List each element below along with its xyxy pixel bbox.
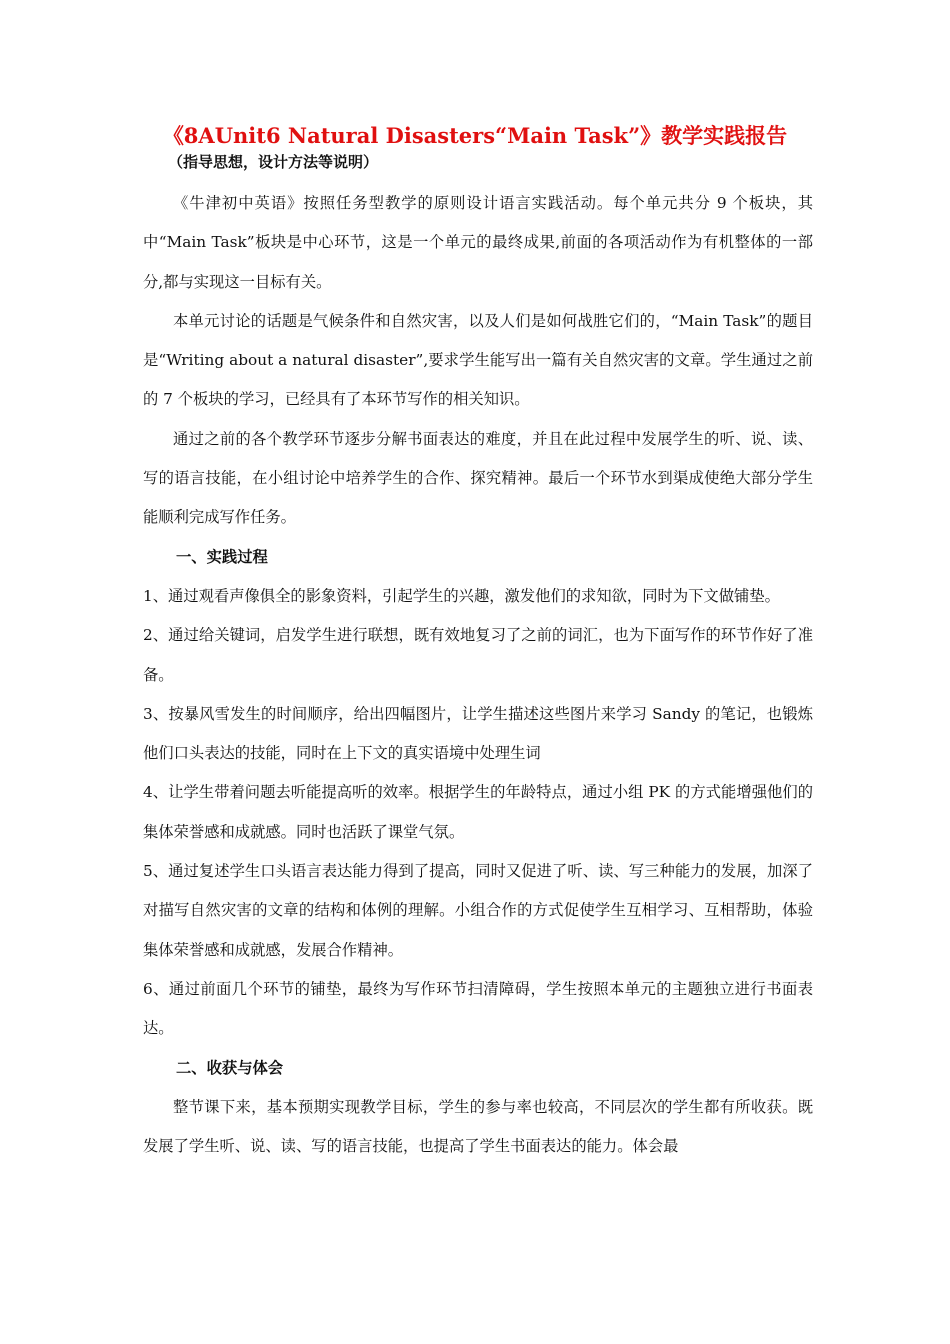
section-heading-reflection: 二、收获与体会 [176, 1058, 284, 1077]
practice-item-4: 4、让学生带着问题去听能提高听的效率。根据学生的年龄特点，通过小组 PK 的方式能增强他们的集体荣誉感和成就感。同时也活跃了课堂气氛。 [143, 783, 813, 841]
intro-paragraph-2: 本单元讨论的话题是气候条件和自然灾害，以及人们是如何战胜它们的，“Main Task”的题目是“Writing about a natural disaster”,要求学生能写出一篇有关自然灾害的文章。学生通过之前的 7 个板块的学习，已经具有了本环节写作的相关知识。 [143, 311, 813, 409]
practice-item-6: 6、通过前面几个环节的铺垫，最终为写作环节扫清障碍，学生按照本单元的主题独立进行书面表达。 [143, 979, 813, 1038]
intro-paragraph-1: 《牛津初中英语》按照任务型教学的原则设计语言实践活动。每个单元共分 9 个板块，其中“Main Task”板块是中心环节，这是一个单元的最终成果,前面的各项活动作为有机整体的一部分,都与实现这一目标有关。 [143, 194, 813, 291]
document-title: 《8AUnit6 Natural Disasters“Main Task”》教学实践报告 [162, 123, 788, 148]
practice-item-5: 5、通过复述学生口头语言表达能力得到了提高，同时又促进了听、读、写三种能力的发展，加深了对描写自然灾害的文章的结构和体例的理解。小组合作的方式促使学生互相学习、互相帮助，体验集体荣誉感和成就感，发展合作精神。 [143, 862, 813, 959]
practice-item-2: 2、通过给关键词，启发学生进行联想，既有效地复习了之前的词汇，也为下面写作的环节作好了准备。 [143, 626, 813, 684]
practice-item-1: 1、通过观看声像俱全的影象资料，引起学生的兴趣，激发他们的求知欲，同时为下文做铺垫。 [143, 586, 780, 605]
reflection-paragraph: 整节课下来，基本预期实现教学目标，学生的参与率也较高，不同层次的学生都有所收获。既发展了学生听、说、读、写的语言技能，也提高了学生书面表达的能力。体会最 [143, 1097, 813, 1156]
document-body [143, 184, 813, 1166]
section-heading-practice: 一、实践过程 [176, 547, 268, 566]
intro-paragraph-3: 通过之前的各个教学环节逐步分解书面表达的难度，并且在此过程中发展学生的听、说、读、写的语言技能，在小组讨论中培养学生的合作、探究精神。最后一个环节水到渠成使绝大部分学生能顺利完成写作任务。 [143, 429, 813, 527]
practice-item-3: 3、按暴风雪发生的时间顺序，给出四幅图片，让学生描述这些图片来学习 Sandy 的笔记，也锻炼他们口头表达的技能，同时在上下文的真实语境中处理生词 [143, 704, 813, 763]
document-subtitle: （指导思想，设计方法等说明） [168, 153, 379, 171]
